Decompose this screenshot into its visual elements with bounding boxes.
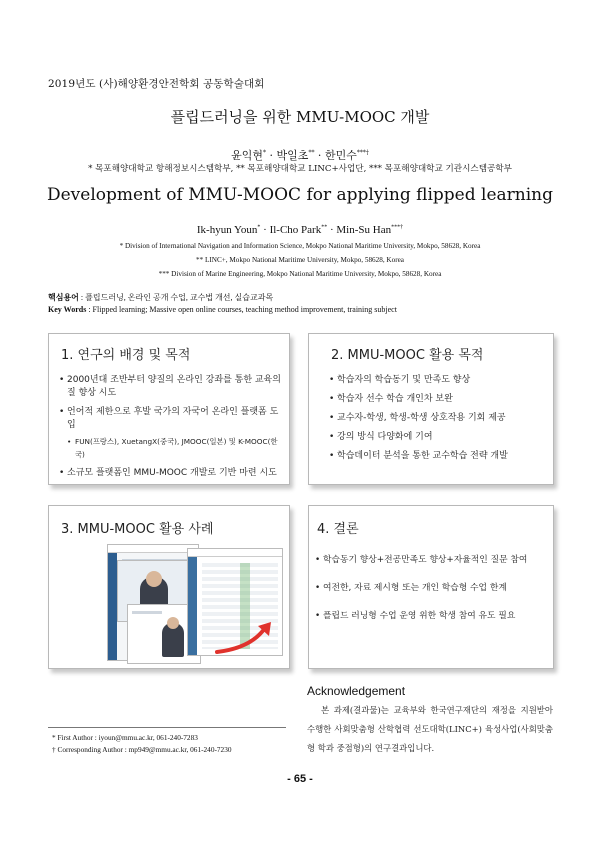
box4-item: • 학습동기 향상+전공만족도 향상+자율적인 질문 참여: [315, 554, 551, 567]
box2-item: • 학습자의 학습동기 및 만족도 향상: [329, 374, 549, 387]
screenshot-line: [132, 611, 162, 614]
box2-list: [329, 374, 549, 469]
box2-item: • 강의 방식 다양화에 기여: [329, 431, 549, 444]
red-arrow-icon: [211, 618, 281, 658]
acknowledgement-heading: Acknowledgement: [307, 684, 406, 698]
lecturer-head: [167, 617, 179, 629]
box2-item: • 학습데이터 분석을 통한 교수학습 전략 개발: [329, 450, 549, 463]
author-1-en: Ik-hyun Youn: [196, 224, 258, 236]
usage-case-box: [48, 505, 290, 669]
box1-item: • 소규모 플랫폼인 MMU-MOOC 개발로 기반 마련 시도: [59, 467, 281, 480]
keywords-english-text: Flipped learning; Massive open online courses, teaching method improvement, training subject: [92, 305, 397, 314]
box1-item: • 2000년대 조반부터 양질의 온라인 강좌를 통한 교육의 질 향상 시도: [59, 374, 281, 400]
affiliation-korean: * 목포해양대학교 항해정보시스템학부, ** 목포해양대학교 LINC+사업단, *** 목포해양대학교 기관시스템공학부: [88, 164, 512, 174]
lecturer-head: [146, 571, 162, 587]
authors-korean: 윤익현* · 박일초** · 한민수***†: [231, 149, 369, 162]
title-korean: 플립드러닝을 위한 MMU-MOOC 개발: [170, 108, 430, 126]
author-1-mark: *: [263, 149, 267, 157]
conference-header: 2019년도 (사)해양환경안전학회 공동학술대회: [48, 78, 265, 90]
screenshot-sidebar: [188, 557, 197, 655]
box1-item: • 언어적 제한으로 후발 국가의 자국어 온라인 플랫폼 도입: [59, 406, 281, 432]
keywords-english-label: Key Words: [48, 305, 87, 314]
affiliation-english-1: * Division of International Navigation and Information Science, Mokpo National Maritime University, Mokpo, 58628, Korea: [119, 242, 481, 250]
usage-purpose-box: [308, 333, 554, 485]
author-3-en: Min-Su Han: [336, 224, 392, 236]
footnote-divider: [48, 727, 286, 728]
box2-item: • 교수자-학생, 학생-학생 상호작용 기회 제공: [329, 412, 549, 425]
affiliation-english-3: *** Division of Marine Engineering, Mokpo National Maritime University, Mokpo, 58628, Korea: [158, 270, 442, 278]
author-3-mark: ***†: [356, 149, 369, 157]
box4-item: • 여전한, 자료 제시형 또는 개인 학습형 수업 한계: [315, 582, 551, 595]
title-english: Development of MMU-MOOC for applying flipped learning: [46, 185, 553, 205]
box4-list: [315, 554, 551, 629]
author-1: 윤익현: [231, 149, 264, 162]
page-number: - 65 -: [287, 773, 313, 785]
footnote-first-author: * First Author : iyoun@mmu.ac.kr, 061-240-7283: [52, 733, 198, 742]
author-3-en-mark: ***†: [391, 224, 404, 231]
author-1-en-mark: *: [257, 224, 261, 231]
keywords-korean-label: 핵심용어: [48, 293, 79, 302]
author-2-en-mark: **: [321, 224, 328, 231]
author-3: 한민수: [324, 149, 357, 162]
box2-item: • 학습자 선수 학습 개인차 보완: [329, 393, 549, 406]
authors-english: Ik-hyun Youn* · Il-Cho Park** · Min-Su Han***†: [196, 224, 404, 236]
screenshot-topbar: [108, 545, 198, 553]
box3-heading: 3. MMU-MOOC 활용 사례: [61, 522, 214, 537]
background-purpose-box: [48, 333, 290, 485]
screenshot-sidebar: [108, 553, 117, 660]
footnote-corresponding-author: † Corresponding Author : mp949@mmu.ac.kr, 061-240-7230: [52, 745, 232, 754]
box4-heading: 4. 결론: [317, 522, 359, 537]
author-2-mark: **: [308, 149, 315, 157]
affiliation-english-2: ** LINC+, Mokpo National Maritime University, Mokpo, 58628, Korea: [195, 256, 404, 264]
box1-list: [59, 374, 281, 486]
keywords-korean-text: 플립드러닝, 온라인 공개 수업, 교수법 개선, 실습교과목: [85, 293, 274, 302]
acknowledgement-text: 본 과제(결과물)는 교육부와 한국연구재단의 재정을 지원받아 수행한 사회맞춤형 산학협력 선도대학(LINC+) 육성사업(사회맞춤형 학과 중점형)의 연구결과입니다.: [307, 705, 553, 753]
box1-heading: 1. 연구의 배경 및 목적: [61, 348, 191, 363]
box2-heading: 2. MMU-MOOC 활용 목적: [331, 348, 484, 363]
screenshot-topbar: [188, 549, 282, 557]
conclusion-box: [308, 505, 554, 669]
keywords-english: Key Words : Flipped learning; Massive open online courses, teaching method improvement, training subject: [48, 305, 397, 314]
author-2: 박일초: [276, 149, 309, 162]
author-2-en: Il-Cho Park: [269, 224, 322, 236]
box1-subitem: • FUN(프랑스), XuetangX(중국), JMOOC(일본) 및 K-MOOC(한국): [59, 435, 281, 461]
keywords-korean: 핵심용어 : 플립드러닝, 온라인 공개 수업, 교수법 개선, 실습교과목: [48, 293, 274, 302]
box4-item: • 플립드 러닝형 수업 운영 위한 학생 참여 유도 필요: [315, 610, 551, 623]
